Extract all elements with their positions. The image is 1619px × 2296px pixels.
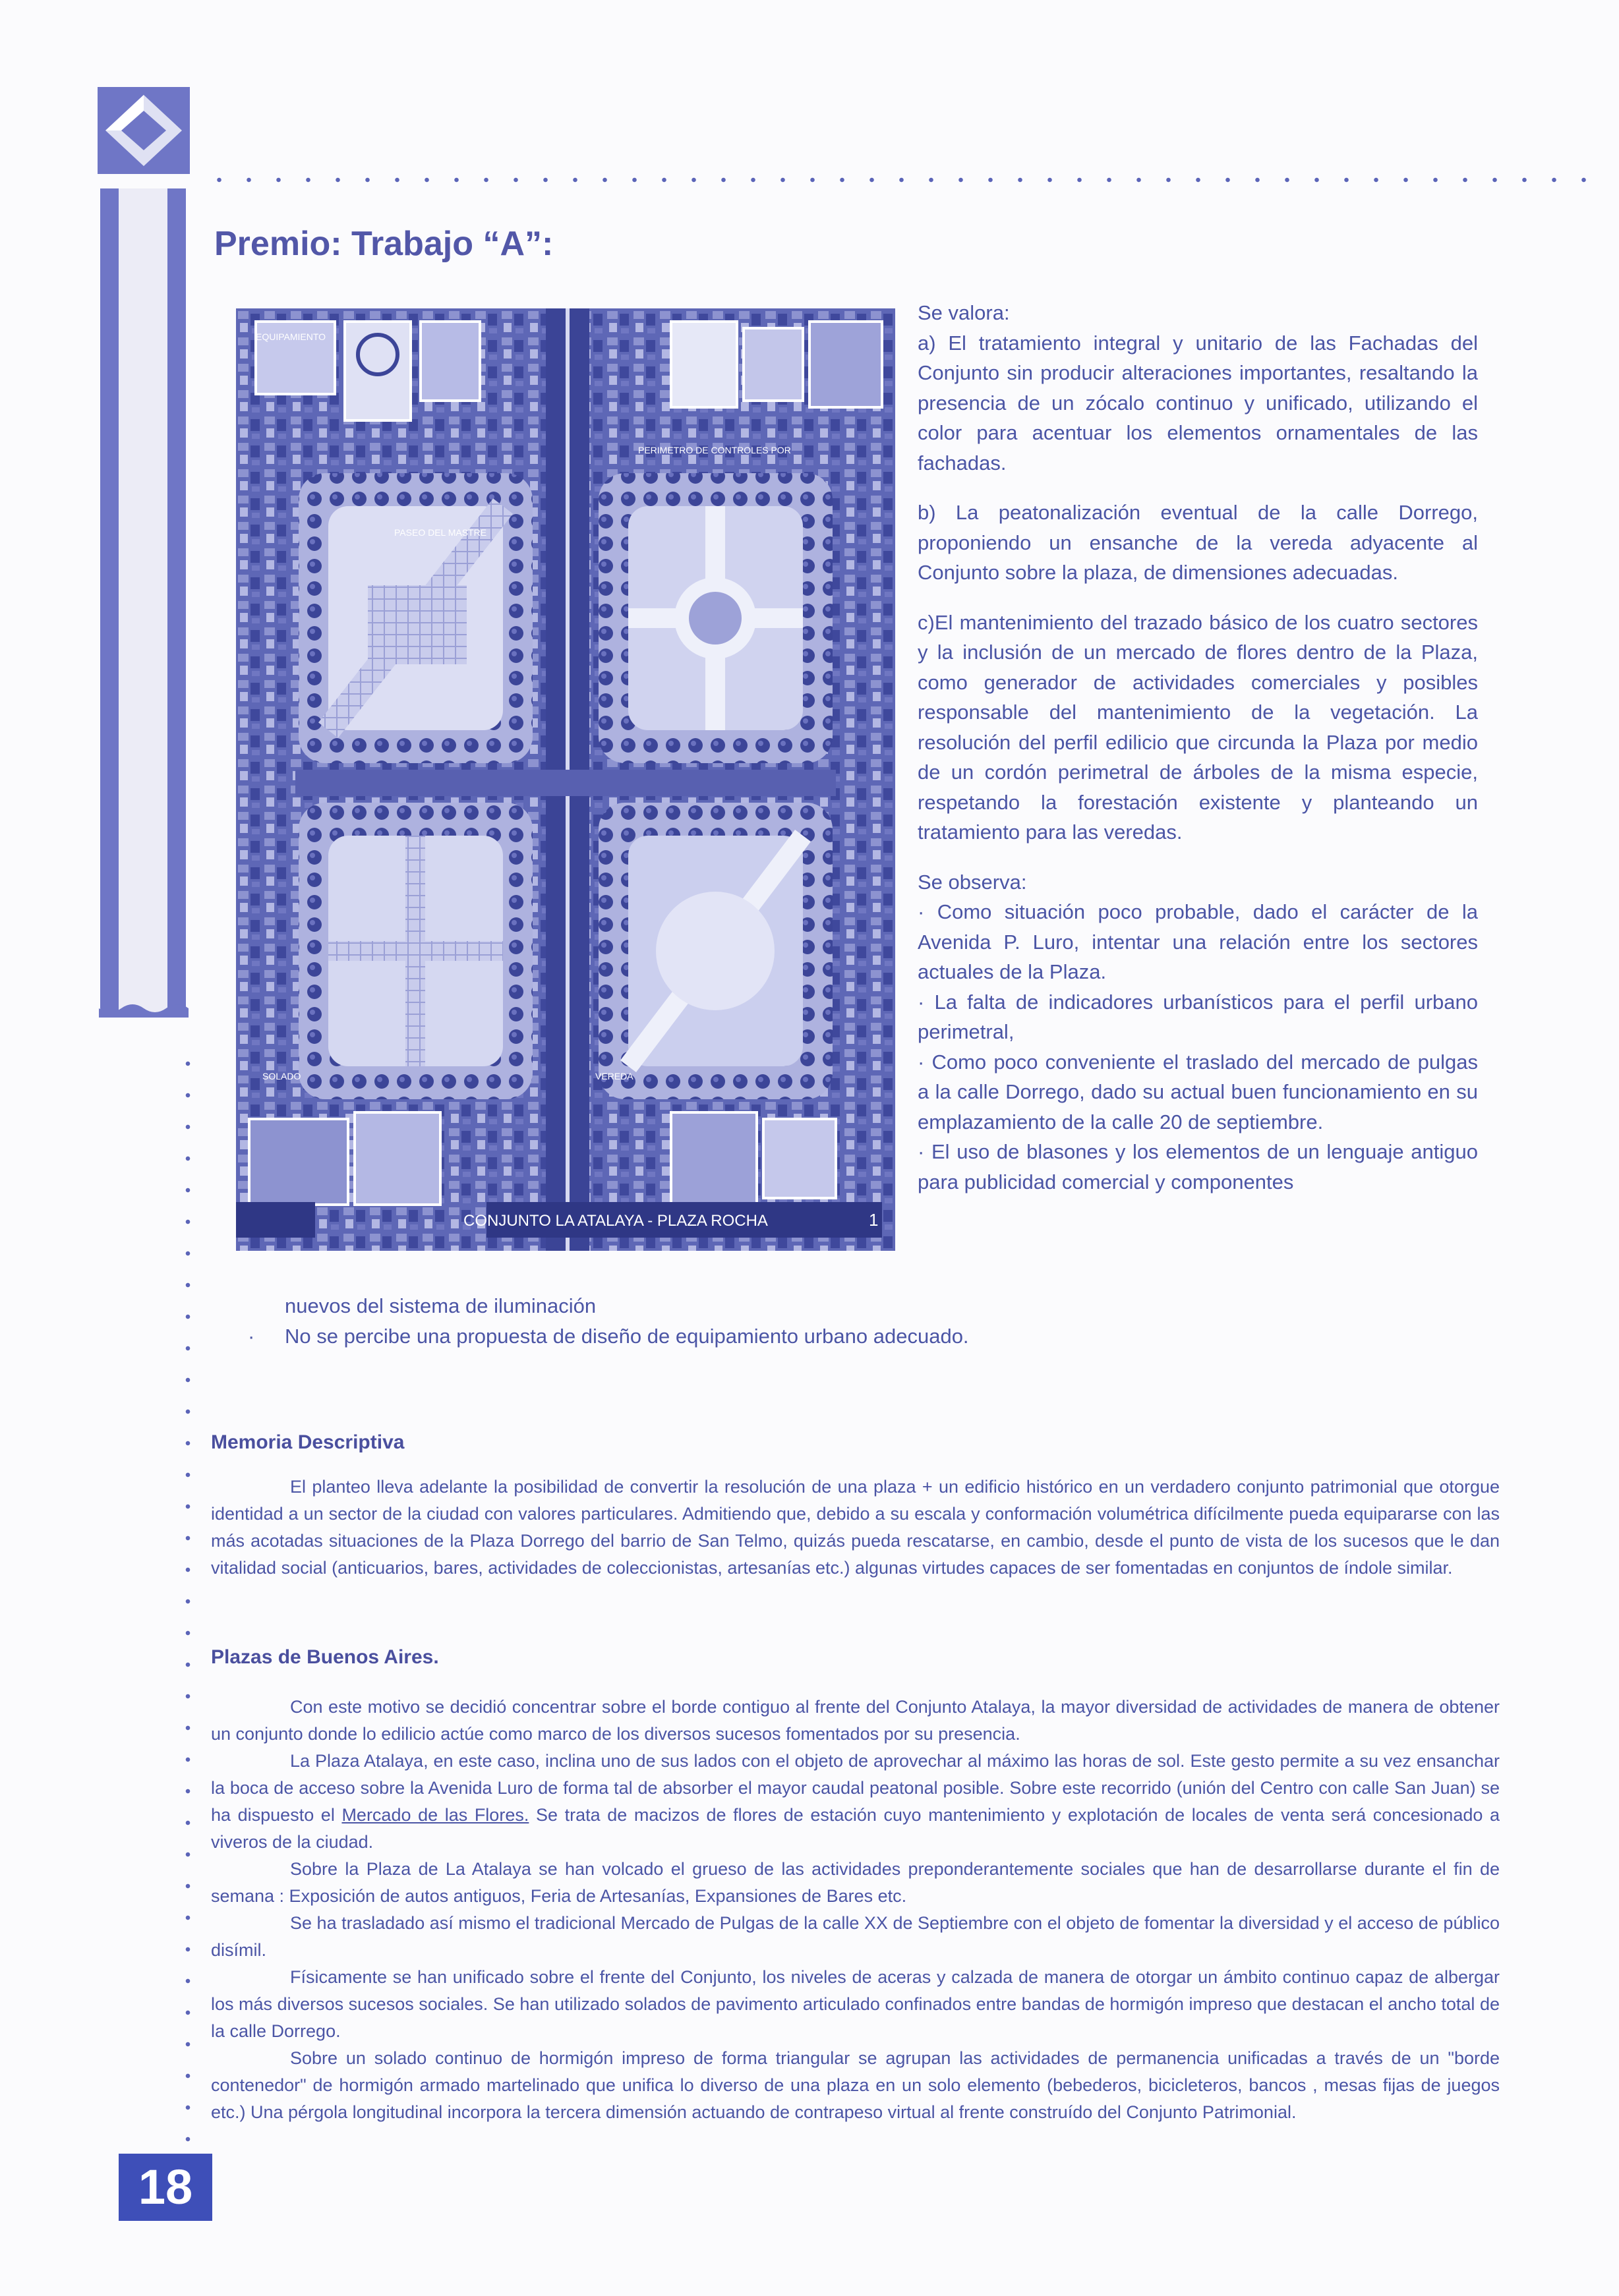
observa-item-2: · La falta de indicadores urbanísticos para el perfil urbano perimetral, — [918, 990, 1478, 1043]
plazas-heading: Plazas de Buenos Aires. — [211, 1646, 439, 1668]
plazas-body — [211, 1694, 1500, 2126]
observa-intro: Se observa: — [918, 870, 1027, 894]
page-title: Premio: Trabajo “A”: — [214, 225, 554, 263]
plazas-paragraph-5: Físicamente se han unificado sobre el frente del Conjunto, los niveles de aceras y calzada de manera de otorgar un ámbito continuo capaz de albergar los más diversos sucesos sociales. Se han utilizado solados de pavimento articulado confinados entre bandas de hormigón impreso que destacan el ancho total de la calle Dorrego. — [211, 1967, 1500, 2041]
page-number: 18 — [119, 2154, 212, 2221]
valora-intro: Se valora: — [918, 301, 1010, 324]
memoria-paragraph: El planteo lleva adelante la posibilidad de convertir la resolución de una plaza + un edificio histórico en un verdadero conjunto patrimonial que otorgue identidad a un sector de la ciudad con valores particulares. Admitiendo que, debido a su escala y conformación volumétrica difícilmente pueda equipararse con las más acotadas situaciones de la Plaza Dorrego del barrio de San Telmo, quizás pueda rescatarse, en cambio, desde el punto de vista de los sucesos que le dan vitalidad social (anticuarios, bares, actividades de coleccionistas, artesanías etc.) algunas virtudes capaces de ser fomentadas en conjuntos de índole similar. — [211, 1477, 1500, 1578]
sidebar-decoration — [100, 188, 186, 1012]
plazas-paragraph-2-end: Se trata de macizos de flores de estación cuyo mantenimiento y explotación de locales de venta será concesionado a viveros de la ciudad. — [211, 1805, 1500, 1852]
observa-item-3: · Como poco conveniente el traslado del mercado de pulgas a la calle Dorrego, dado su actual buen funcionamiento en su emplazamiento de la calle 20 de septiembre. — [918, 1050, 1478, 1134]
dotted-rule — [204, 177, 1589, 183]
continuation-line-2: No se percibe una propuesta de diseño de equipamiento urbano adecuado. — [285, 1325, 969, 1348]
plazas-paragraph-3: Sobre la Plaza de La Atalaya se han volcado el grueso de las actividades preponderantemente sociales que han de desarrollarse durante el fin de semana : Exposición de autos antiguos, Feria de Artesanías, Expansiones de Bares etc. — [211, 1859, 1500, 1906]
figure-inset-number: 1 — [869, 1210, 879, 1230]
margin-dots — [185, 1048, 191, 2155]
observa-item-4: · El uso de blasones y los elementos de un lenguaje antiguo para publicidad comercial y componentes — [918, 1140, 1478, 1193]
plazas-paragraph-6: Sobre un solado continuo de hormigón impreso de forma triangular se agrupan las actividades de permanencia unificadas a través de un "borde contenedor" de hormigón armado martelinado que unifica lo diverso de una plaza en un solo elemento (bebederos, bicicleteros, bancos , mesas fijas de juegos etc.) Una pérgola longitudinal incorpora la tercera dimensión actuando de contrapeso virtual al frente construído del Conjunto Patrimonial. — [211, 2048, 1500, 2122]
figure-label-paseo: PASEO DEL MASTRE — [394, 527, 487, 538]
memoria-body — [211, 1474, 1500, 1582]
plazas-paragraph-2-start: La Plaza Atalaya, en este caso, inclina uno de sus lados con el objeto de aprovechar al máximo las horas de sol. Este gesto permite a su vez ensanchar la boca de acceso sobre la Avenida Luro de forma tal de absorber el mayor caudal peatonal posible. Sobre este recorrido (unión del Centro con calle San Juan) se ha dispuesto el — [211, 1751, 1500, 1825]
figure-caption: CONJUNTO LA ATALAYA - PLAZA ROCHA — [463, 1212, 768, 1230]
valora-item-c: c)El mantenimiento del trazado básico de los cuatro sectores y la inclusión de un mercado de flores dentro de la Plaza, como generador de actividades comerciales y posibles responsable del mantenimiento de la vegetación. La resolución del perfil edilicio que circunda la Plaza por medio de un cordón perimetral de árboles de la misma especie, respetando la forestación existente y planteando un tratamiento para las veredas. — [918, 610, 1478, 844]
logo — [98, 87, 190, 174]
plazas-paragraph-2 — [211, 1748, 1500, 1856]
continuation-line-1: nuevos del sistema de iluminación — [285, 1294, 597, 1317]
figure-label-vereda: VEREDA — [595, 1071, 633, 1081]
bullet-dot: · — [248, 1325, 255, 1348]
figure-label-equipamiento: EQUIPAMIENTO — [256, 331, 326, 342]
wave-ornament — [99, 1004, 189, 1018]
memoria-heading: Memoria Descriptiva — [211, 1431, 405, 1453]
mercado-flores-link: Mercado de las Flores. — [341, 1805, 529, 1825]
observa-item-1: · Como situación poco probable, dado el carácter de la Avenida P. Luro, intentar una relación entre los sectores actuales de la Plaza. — [918, 900, 1478, 983]
evaluation-column — [918, 298, 1478, 1197]
valora-item-a: a) El tratamiento integral y unitario de las Fachadas del Conjunto sin producir alteraciones importantes, resaltando la presencia de un zócalo continuo y unificado, utilizando el color para acentuar los elementos ornamentales de las fachadas. — [918, 331, 1478, 474]
site-plan-figure — [236, 308, 895, 1251]
figure-label-perimetro: PERIMETRO DE CONTROLES POR — [638, 445, 791, 455]
plazas-paragraph-1: Con este motivo se decidió concentrar sobre el borde contiguo al frente del Conjunto Atalaya, la mayor diversidad de actividades de manera de obtener un conjunto donde lo edilicio actúe como marco de los diversos sucesos fomentados por su presencia. — [211, 1697, 1500, 1744]
figure-label-solado: SOLADO — [262, 1071, 301, 1081]
valora-item-b: b) La peatonalización eventual de la calle Dorrego, proponiendo un ensanche de la vereda adyacente al Conjunto sobre la plaza, de dimensiones adecuadas. — [918, 501, 1478, 584]
plazas-paragraph-4: Se ha trasladado así mismo el tradicional Mercado de Pulgas de la calle XX de Septiembre con el objeto de fomentar la diversidad y el acceso de público disímil. — [211, 1913, 1500, 1960]
